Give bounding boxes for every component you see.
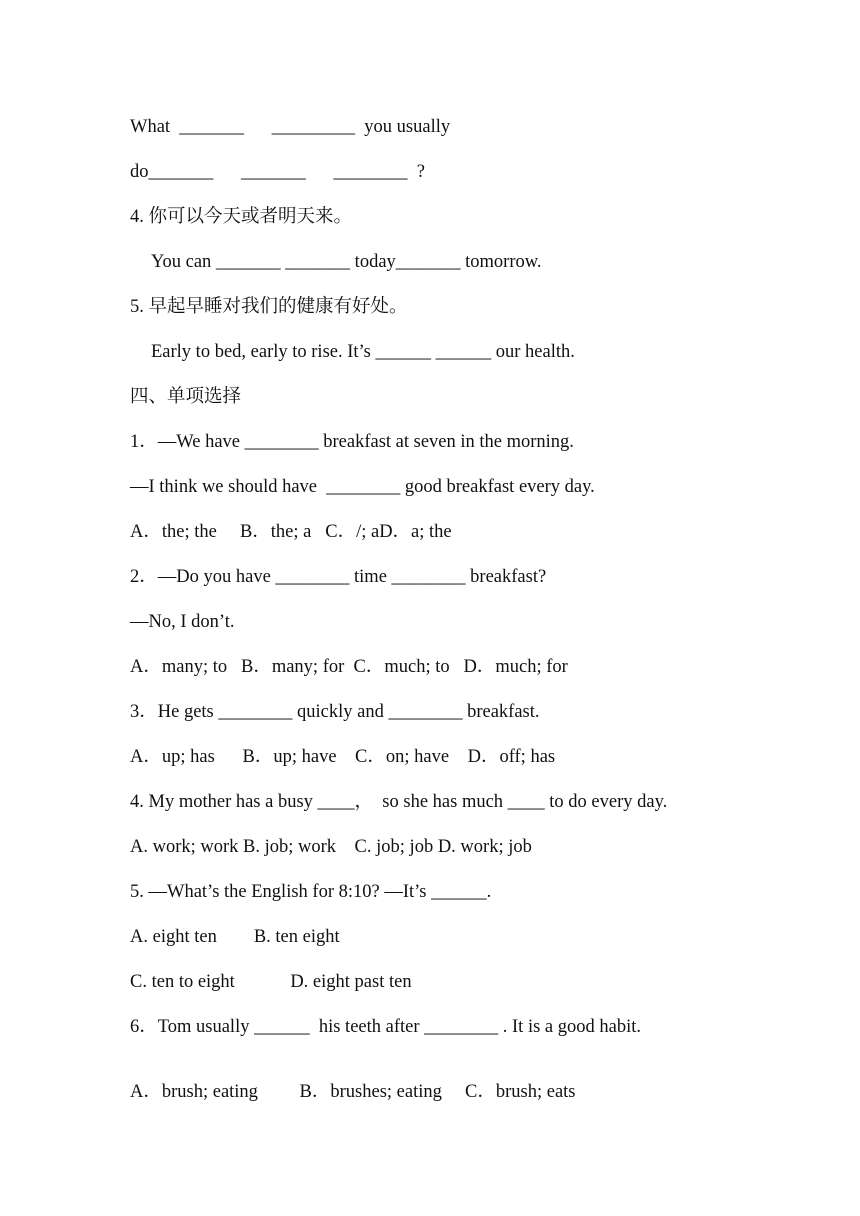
question-4-chinese: 4. 你可以今天或者明天来。	[130, 207, 353, 227]
mc-6-options: A．brush; eating B．brushes; eating C．brush; eats	[130, 1082, 576, 1102]
mc-2-options: A．many; to B．many; for C．much; to D．much; for	[130, 657, 568, 677]
mc-5-question: 5. —What’s the English for 8:10? —It’s ______.	[130, 882, 492, 902]
mc-6-question: 6．Tom usually ______ his teeth after ________ . It is a good habit.	[130, 1017, 641, 1037]
mc-3-question: 3．He gets ________ quickly and ________ breakfast.	[130, 702, 540, 722]
question-3-line-1: What _______ _________ you usually	[130, 117, 451, 137]
question-5-english: Early to bed, early to rise. It’s ______ ______ our health.	[151, 342, 575, 362]
question-3-line-2: do_______ _______ ________ ?	[130, 162, 425, 182]
mc-4-question: 4. My mother has a busy ____， so she has much ____ to do every day.	[130, 792, 668, 812]
mc-4-options: A. work; work B. job; work C. job; job D. work; job	[130, 837, 532, 857]
mc-5-options-cd: C. ten to eight D. eight past ten	[130, 972, 412, 992]
mc-1-options: A．the; the B．the; a C．/; aD．a; the	[130, 522, 452, 542]
question-4-english: You can _______ _______ today_______ tomorrow.	[151, 252, 542, 272]
question-5-chinese: 5. 早起早睡对我们的健康有好处。	[130, 297, 408, 317]
mc-3-options: A．up; has B．up; have C．on; have D．off; has	[130, 747, 556, 767]
mc-2-question: 2．—Do you have ________ time ________ breakfast?	[130, 567, 547, 587]
section-heading: 四、单项选择	[130, 387, 242, 407]
mc-5-options-ab: A. eight ten B. ten eight	[130, 927, 340, 947]
mc-1-question: 1．—We have ________ breakfast at seven in the morning.	[130, 432, 574, 452]
mc-2-reply: —No, I don’t.	[130, 612, 235, 632]
mc-1-reply: —I think we should have ________ good breakfast every day.	[130, 477, 595, 497]
